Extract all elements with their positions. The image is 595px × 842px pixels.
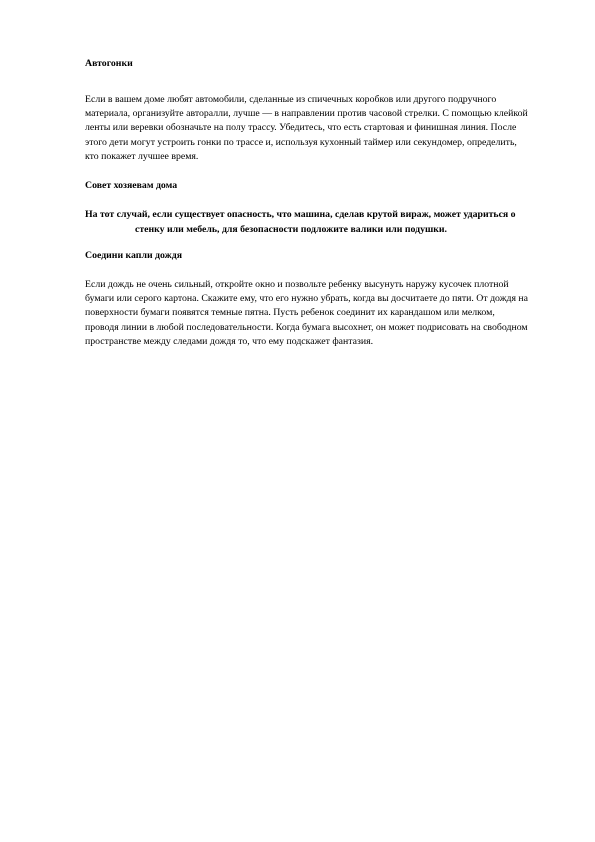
- section-text-autoracing: Если в вашем доме любят автомобили, сделанные из спичечных коробков или другого подручного материала, организуйте авторалли, лучше — в направлении против часовой стрелки. С помощью клейкой ленты или веревки обозначьте на полу трассу. Убедитесь, что есть стартовая и финишная линия. После этого дети могут устроить гонки по трассе и, используя кухонный таймер или секундомер, определить, кто покажет лучшее время.: [85, 94, 528, 162]
- section-text-host-tip: На тот случай, если существует опасность, что машина, сделав крутой вираж, может удариться о стенку или мебель, для безопасности подложите валики или подушки.: [85, 209, 516, 236]
- document-content: [85, 57, 530, 349]
- section-heading-autoracing: Автогонки: [85, 58, 133, 69]
- section-text-raindrops: Если дождь не очень сильный, откройте окно и позвольте ребенку высунуть наружу кусочек плотной бумаги или серого картона. Скажите ему, что его нужно убрать, когда вы досчитаете до пяти. От дождя на поверхности бумаги появятся темные пятна. Пусть ребенок соединит их карандашом или мелком, проводя линии в любой последовательности. Когда бумага высохнет, он может подрисовать на свободном пространстве между следами дождя то, что ему подскажет фантазия.: [85, 279, 529, 347]
- section-heading-host-tip: Совет хозяевам дома: [85, 180, 178, 192]
- section-heading-raindrops: Соедини капли дождя: [85, 250, 183, 262]
